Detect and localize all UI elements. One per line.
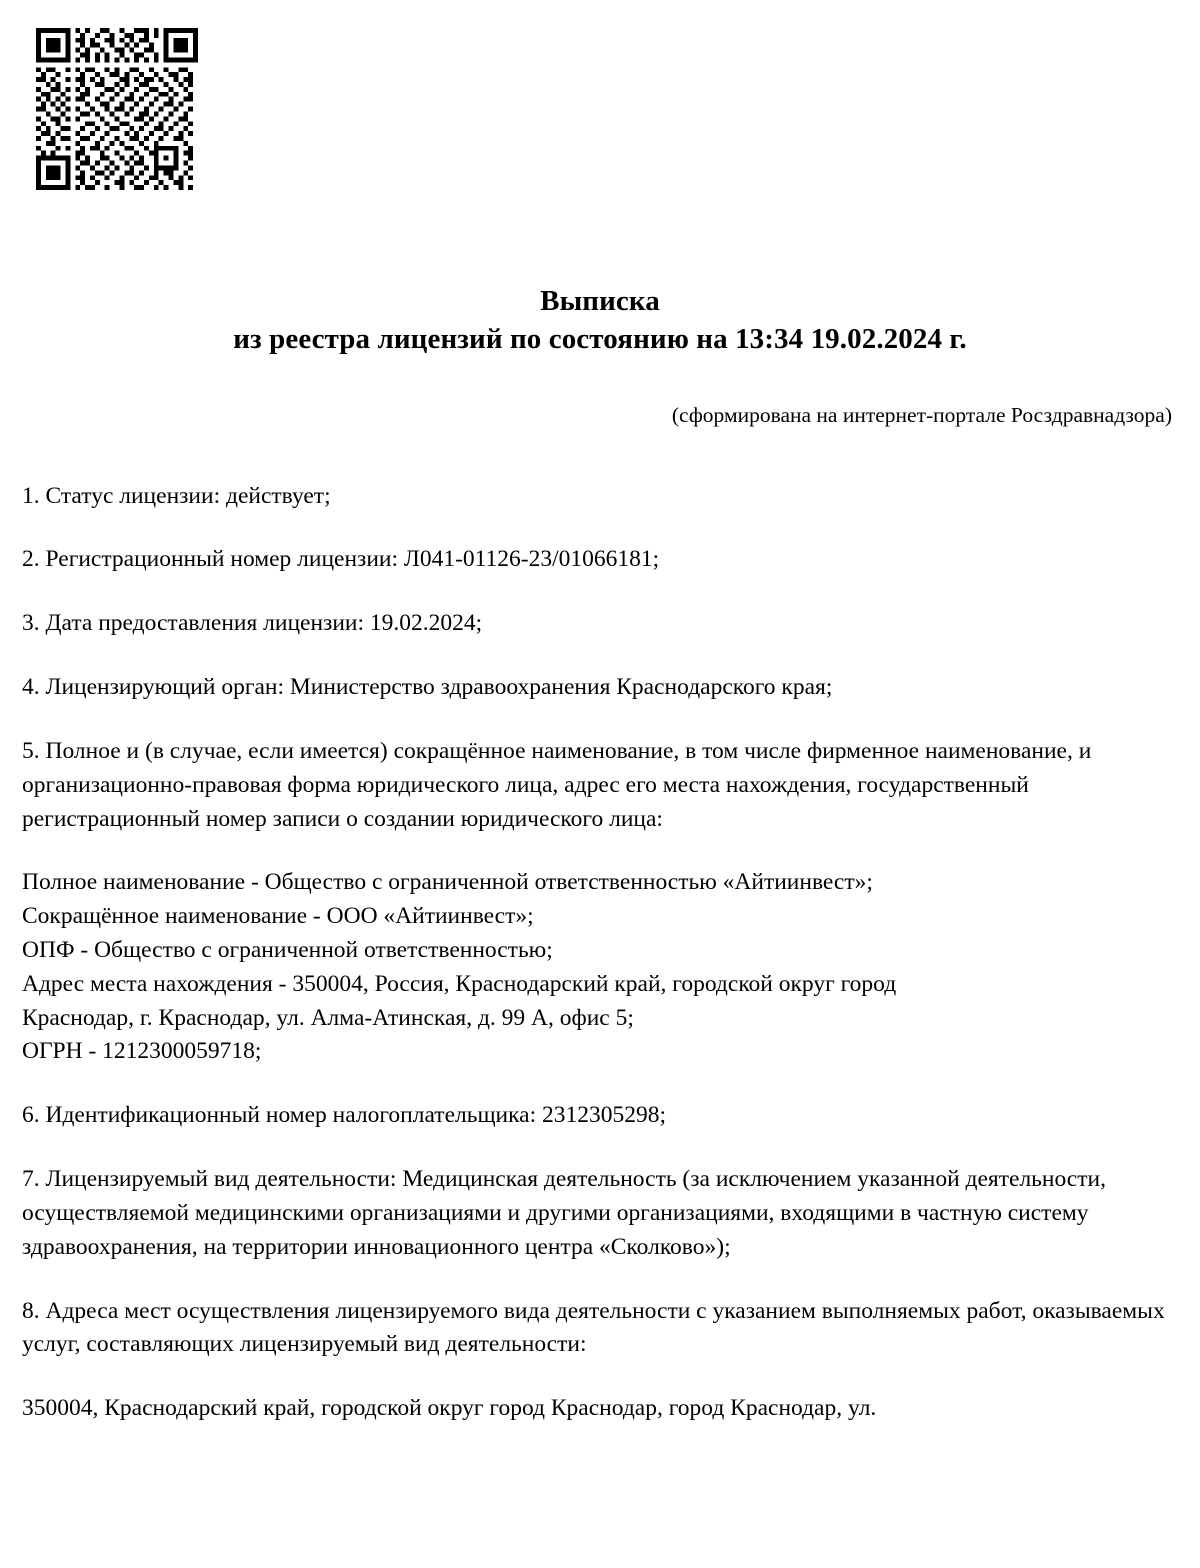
qr-code-icon — [36, 28, 198, 190]
page-title — [22, 282, 1178, 359]
page-title-line-2: из реестра лицензий по состоянию на 13:34 19.02.2024 г. — [233, 323, 967, 356]
entity-legal-form: ОПФ - Общество с ограниченной ответственностью; — [22, 936, 553, 963]
page-title-line-1: Выписка — [540, 285, 660, 317]
entity-address-line-1: Адрес места нахождения - 350004, Россия, Краснодарский край, городской округ город — [22, 970, 897, 997]
entity-full-name: Полное наименование - Общество с ограниченной ответственностью «Айтиинвест»; — [22, 869, 873, 896]
item-entity-names-heading: 5. Полное и (в случае, если имеется) сокращённое наименование, в том числе фирменное наименование, и организационно-правовая форма юридического лица, адрес его места нахождения, государственный регистрационный номер записи о создании юридического лица: — [22, 737, 1092, 832]
document-body — [22, 480, 1178, 1467]
bottom-spacer — [22, 1426, 1170, 1466]
item-licensing-authority: 4. Лицензирующий орган: Министерство здравоохранения Краснодарского края; — [22, 674, 833, 701]
entity-address-line-2: Краснодар, г. Краснодар, ул. Алма-Атинская, д. 99 А, офис 5; — [22, 1004, 634, 1031]
item-registration-number: 2. Регистрационный номер лицензии: Л041-01126-23/01066181; — [22, 546, 660, 573]
item-entity-details — [22, 866, 1170, 1069]
item-license-status: 1. Статус лицензии: действует; — [22, 482, 331, 509]
page-subtitle: (сформирована на интернет-портале Росздравнадзора) — [671, 402, 1172, 427]
item-activity-address-line: 350004, Краснодарский край, городской округ город Краснодар, город Краснодар, ул. — [22, 1395, 877, 1422]
entity-short-name: Сокращённое наименование - ООО «Айтиинвест»; — [22, 903, 534, 930]
item-licensed-activity: 7. Лицензируемый вид деятельности: Медицинская деятельность (за исключением указанной деятельности, осуществляемой медицинскими организациями и другими организациями, входящими в частную систему здравоохранения, на территории инновационного центра «Сколково»); — [22, 1166, 1106, 1260]
item-activity-addresses-heading: 8. Адреса мест осуществления лицензируемого вида деятельности с указанием выполняемых работ, оказываемых услуг, составляющих лицензируемый вид деятельности: — [22, 1297, 1165, 1358]
item-inn: 6. Идентификационный номер налогоплательщика: 2312305298; — [22, 1102, 667, 1129]
entity-ogrn: ОГРН - 1212300059718; — [22, 1038, 262, 1065]
item-issue-date: 3. Дата предоставления лицензии: 19.02.2024; — [22, 610, 483, 637]
